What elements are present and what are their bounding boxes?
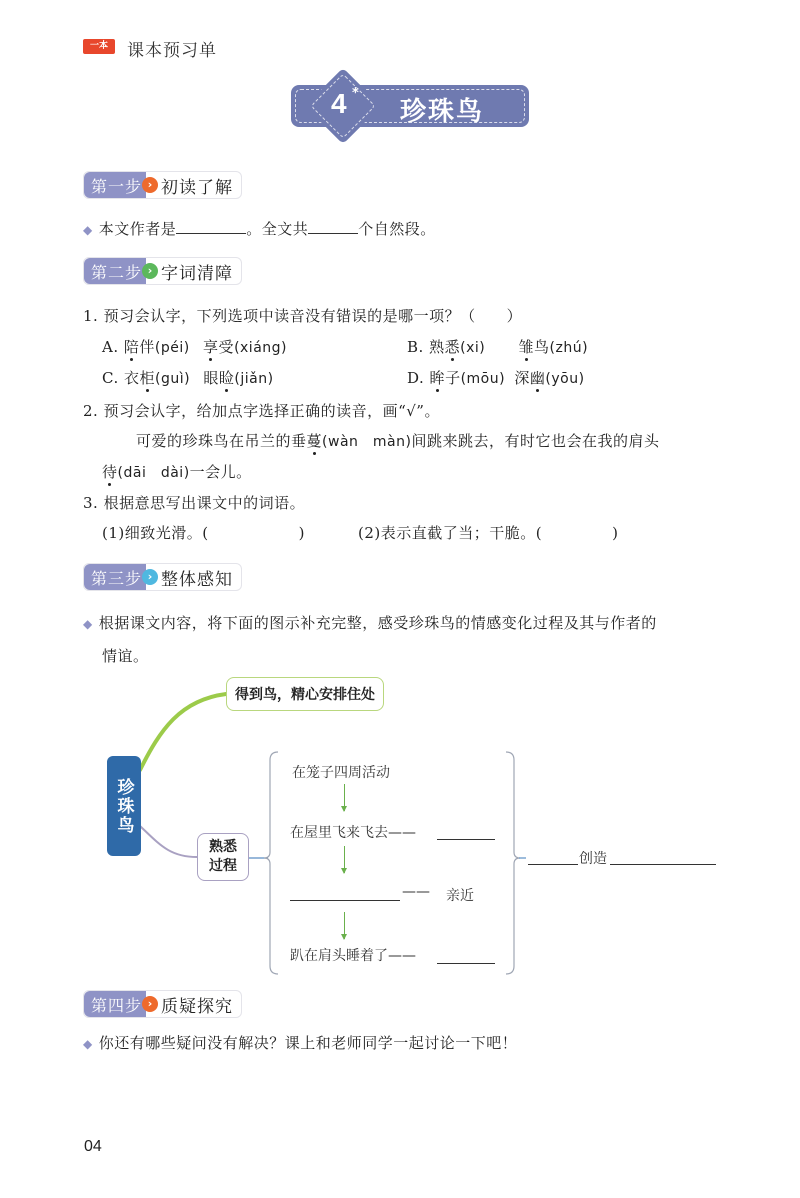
q2-stem: 2. 预习会认字，给加点字选择正确的读音，画“√”。 (83, 402, 440, 420)
process-step-2: 在屋里飞来飞去—— (290, 825, 416, 841)
chevron-right-icon: › (142, 569, 158, 585)
diamond-bullet-icon: ◆ (83, 223, 93, 237)
step4-prompt: ◆ 你还有哪些疑问没有解决？课上和老师同学一起讨论一下吧！ (83, 1034, 518, 1052)
step1-question: ◆ 本文作者是 。全文共 个自然段。 (83, 220, 436, 238)
q2-pinyin-choice-1[interactable]: (wàn màn) (322, 434, 412, 450)
q1-option-b[interactable]: B. 熟悉(xi) 雏鸟(zhú) (407, 338, 589, 356)
process-step-4-blank[interactable] (437, 950, 495, 964)
process-step-3-label: 亲近 (446, 888, 474, 904)
step4-label: 第四步 (84, 991, 146, 1017)
lesson-title: 珍珠鸟 (400, 97, 485, 127)
diamond-bullet-icon: ◆ (83, 617, 93, 631)
q1-stem: 1. 预习会认字，下列选项中读音没有错误的是哪一项？（ ） (83, 307, 523, 325)
q3-item2: (2)表示直截了当；干脆。( ) (358, 524, 619, 542)
step3-label: 第三步 (84, 564, 146, 590)
down-arrow-icon (344, 784, 345, 811)
step1-name: 初读了解 (161, 177, 234, 198)
chevron-right-icon: › (142, 263, 158, 279)
conclusion-blank-1[interactable] (528, 851, 578, 865)
step3-instruction: ◆ 根据课文内容，将下面的图示补充完整，感受珍珠鸟的情感变化过程及其与作者的 (83, 614, 657, 632)
conclusion-blank-2[interactable] (610, 851, 716, 865)
q1-option-a[interactable]: A. 陪伴(péi) 享受(xiáng) (102, 338, 287, 356)
mindmap-branch-obtain-bird: 得到鸟，精心安排住处 (226, 677, 384, 711)
down-arrow-icon (344, 846, 345, 873)
q2-passage-line2: 待(dāi dài)一会儿。 (102, 463, 252, 481)
step1-label: 第一步 (84, 172, 146, 198)
chevron-right-icon: › (142, 996, 158, 1012)
step3-instruction-cont: 情谊。 (102, 647, 149, 665)
q3-item1: (1)细致光滑。( ) (102, 524, 305, 542)
brand-logo: 一本 (83, 39, 115, 54)
mindmap-root-node: 珍珠鸟 (107, 756, 141, 856)
step4-name: 质疑探究 (161, 996, 234, 1017)
diamond-bullet-icon: ◆ (83, 1037, 93, 1051)
optional-lesson-star-icon: * (352, 86, 359, 101)
q1-option-d[interactable]: D. 眸子(mōu) 深幽(yōu) (407, 369, 585, 387)
process-step-4: 趴在肩头睡着了—— (290, 948, 416, 964)
step3-name: 整体感知 (161, 569, 234, 590)
step4-tag (83, 990, 242, 1018)
q2-pinyin-choice-2[interactable]: (dāi dài) (117, 465, 190, 481)
process-step-2-blank[interactable] (437, 826, 495, 840)
process-step-3-blank[interactable] (290, 887, 400, 901)
mindmap-branch-familiarization: 熟悉 过程 (197, 833, 249, 881)
step2-label: 第二步 (84, 258, 146, 284)
chevron-right-icon: › (142, 177, 158, 193)
conclusion-label: 创造 (579, 851, 607, 867)
q2-passage-line1: 可爱的珍珠鸟在吊兰的垂蔓(wàn màn)间跳来跳去，有时它也会在我的肩头 (136, 432, 660, 450)
process-step-1: 在笼子四周活动 (292, 765, 390, 781)
section-title: 课本预习单 (127, 41, 217, 61)
lesson-number: 4 (331, 88, 347, 119)
q1-option-c[interactable]: C. 衣柜(guì) 眼睑(jiǎn) (102, 369, 274, 387)
process-step-3-dash: —— (402, 884, 430, 900)
q3-stem: 3. 根据意思写出课文中的词语。 (83, 494, 306, 512)
page-number: 04 (84, 1138, 102, 1155)
step2-name: 字词清障 (161, 263, 234, 284)
down-arrow-icon (344, 912, 345, 939)
